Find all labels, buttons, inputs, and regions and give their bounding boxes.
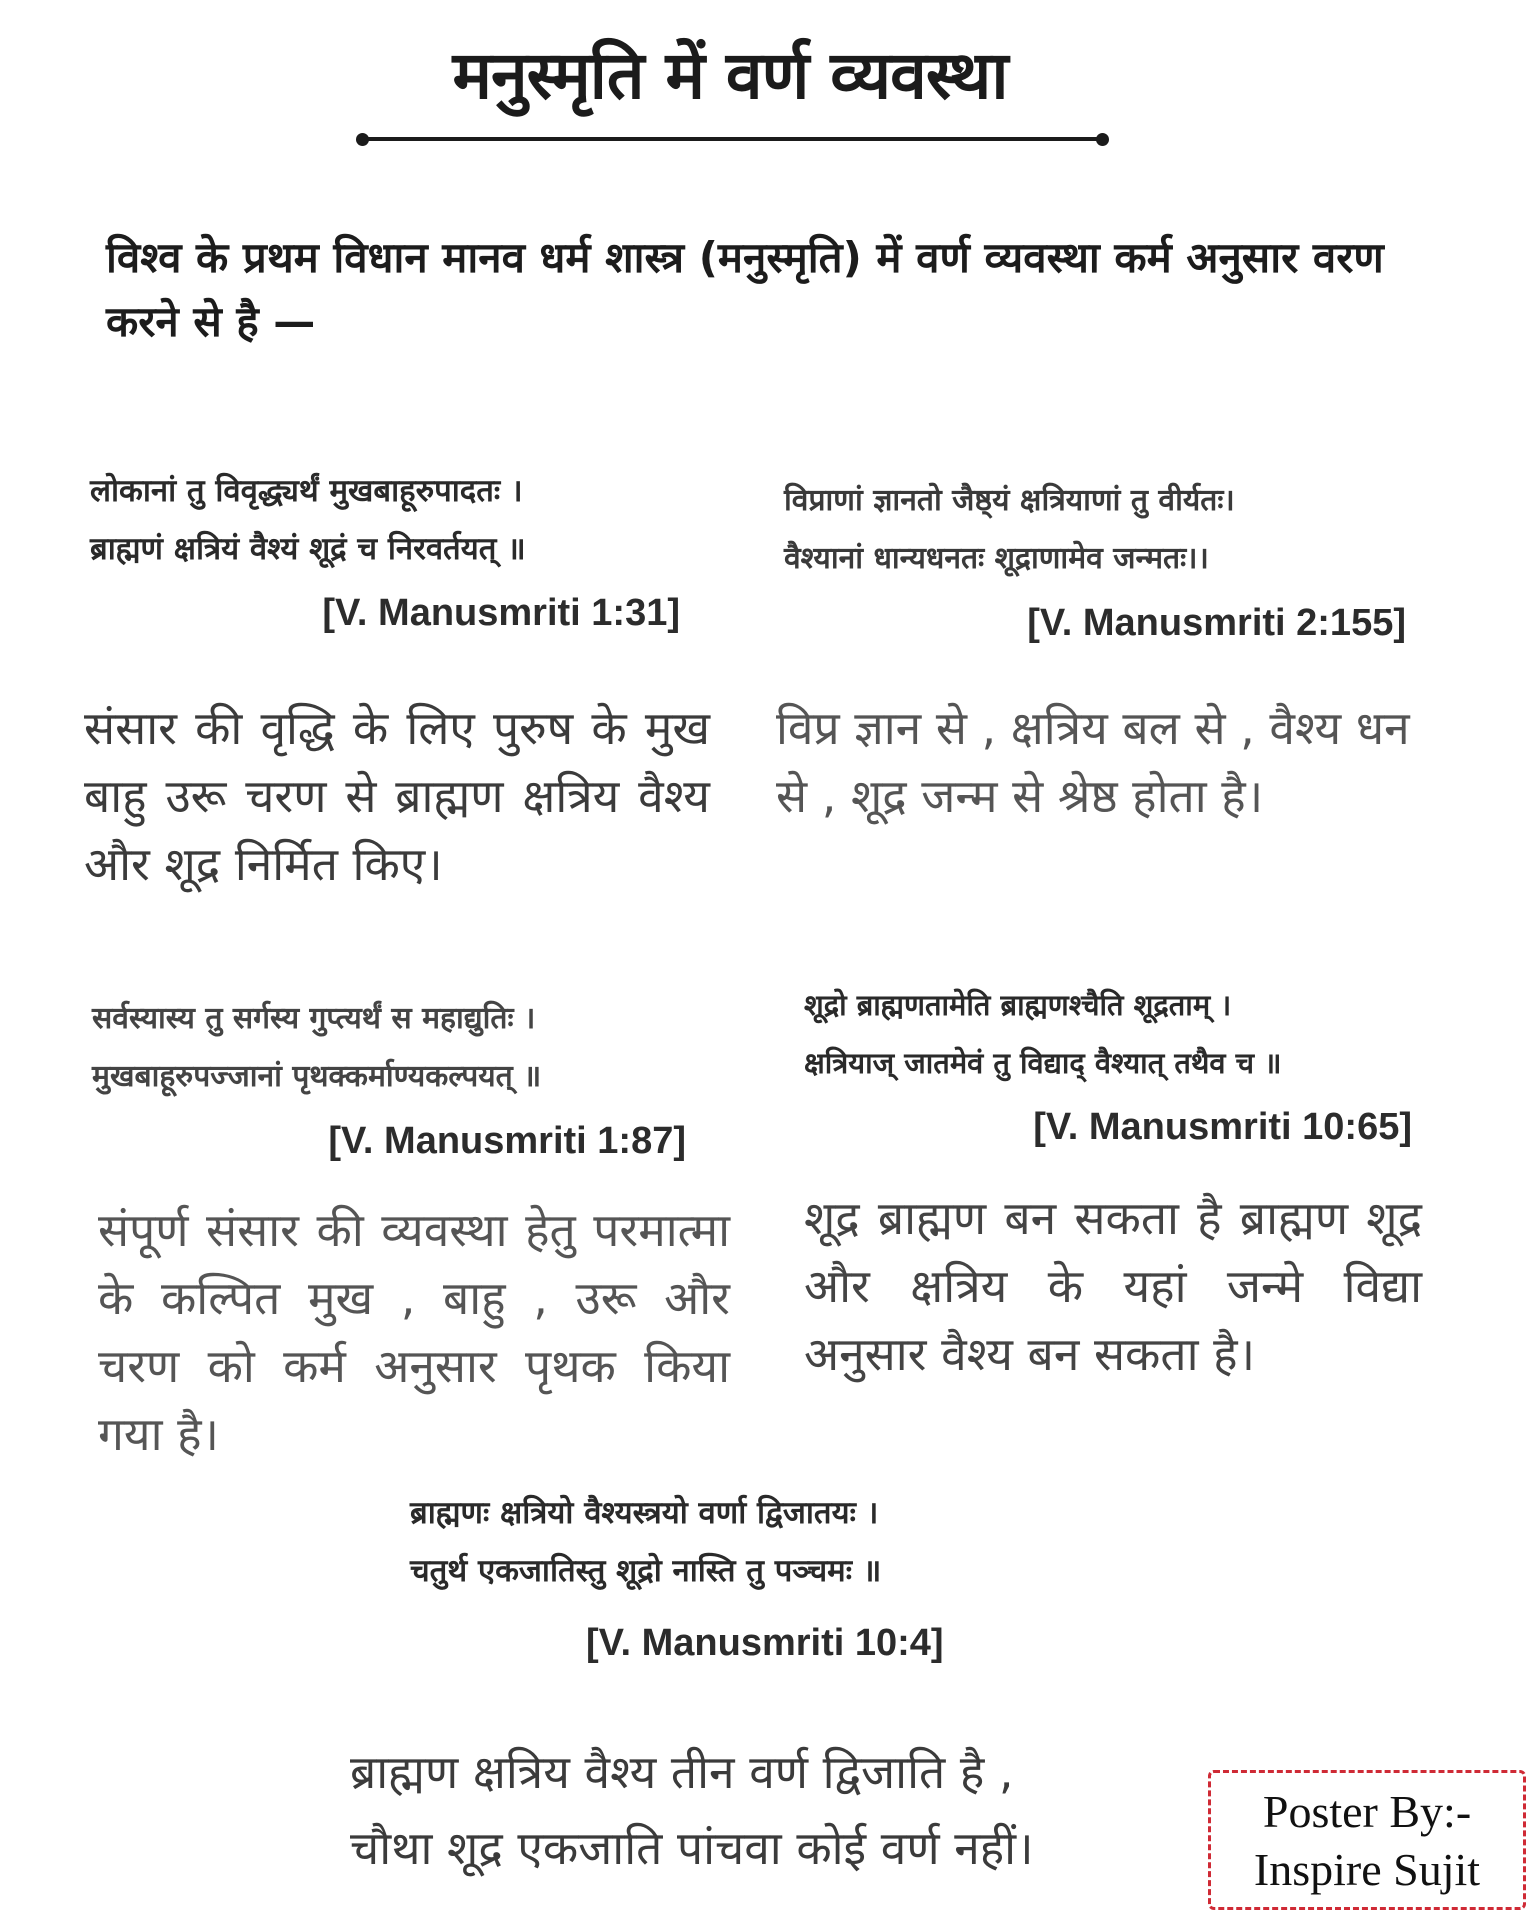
verse-2-155 — [784, 472, 1424, 645]
sloka-line: ब्राह्मणः क्षत्रियो वैश्यस्त्रयो वर्णा द्विजातयः । — [410, 1495, 879, 1531]
verse-reference: [V. Manusmriti 2:155] — [1027, 602, 1406, 644]
sloka-line: मुखबाहूरुपज्जानां पृथक्कर्माण्यकल्पयत् ॥ — [92, 1059, 542, 1094]
verse-reference: [V. Manusmriti 1:31] — [322, 592, 680, 634]
verse-10-4 — [410, 1484, 1170, 1665]
page-title: मनुस्मृति में वर्ण व्यवस्था — [452, 37, 1008, 114]
sloka-line: क्षत्रियाज् जातमेवं तु विद्याद् वैश्यात् तथैव च ॥ — [804, 1046, 1282, 1080]
sloka-line: ब्राह्मणं क्षत्रियं वैश्यं शूद्रं च निरवर्तयत् ॥ — [90, 531, 526, 567]
credit-author: Inspire Sujit — [1253, 1844, 1481, 1895]
credit-line: Poster By:- — [1262, 1786, 1472, 1837]
poster-credit-badge — [1208, 1770, 1526, 1910]
meaning-line: चौथा शूद्र एकजाति पांचवा कोई वर्ण नहीं। — [350, 1821, 1034, 1875]
verse-meaning — [350, 1734, 1190, 1886]
sloka-line: शूद्रो ब्राह्मणतामेति ब्राह्मणश्चैति शूद्रताम् । — [804, 988, 1232, 1022]
sloka-line: विप्राणां ज्ञानतो जैष्ठ्यं क्षत्रियाणां तु वीर्यतः। — [784, 483, 1235, 518]
sloka-line: चतुर्थ एकजातिस्तु शूद्रो नास्ति तु पञ्चमः ॥ — [410, 1553, 882, 1589]
sloka-line: वैश्यानां धान्यधनतः शूद्राणामेव जन्मतः।। — [784, 541, 1209, 576]
intro-text: विश्व के प्रथम विधान मानव धर्म शास्त्र (मनुस्मृति) में वर्ण व्यवस्था कर्म अनुसार वरण करने से है — — [106, 233, 1384, 346]
verse-meaning: संपूर्ण संसार की व्यवस्था हेतु परमात्मा के कल्पित मुख , बाहु , उरू और चरण को कर्म अनुसार पृथक किया गया है। — [98, 1203, 730, 1461]
verse-reference: [V. Manusmriti 1:87] — [328, 1120, 686, 1162]
divider-dot-left — [356, 133, 369, 146]
meaning-line: ब्राह्मण क्षत्रिय वैश्य तीन वर्ण द्विजाति है , — [350, 1745, 1014, 1799]
verse-meaning: विप्र ज्ञान से , क्षत्रिय बल से , वैश्य धन से , शूद्र जन्म से श्रेष्ठ होता है। — [776, 701, 1410, 823]
verse-meaning: संसार की वृद्धि के लिए पुरुष के मुख बाहु उरू चरण से ब्राह्मण क्षत्रिय वैश्य और शूद्र निर्मित किए। — [84, 701, 710, 891]
sloka-line: सर्वस्यास्य तु सर्गस्य गुप्त्यर्थं स महाद्युतिः । — [92, 1001, 536, 1036]
verse-reference: [V. Manusmriti 10:65] — [1033, 1106, 1412, 1148]
verse-1-87 — [92, 990, 722, 1163]
verse-meaning: शूद्र ब्राह्मण बन सकता है ब्राह्मण शूद्र और क्षत्रिय के यहां जन्मे विद्या अनुसार वैश्य बन सकता है। — [804, 1191, 1422, 1381]
verse-10-65 — [804, 976, 1444, 1149]
title-divider — [362, 137, 1102, 141]
divider-dot-right — [1096, 133, 1109, 146]
sloka-line: लोकानां तु विवृद्ध्यर्थं मुखबाहूरुपादतः । — [90, 473, 523, 509]
verse-1-31 — [90, 462, 700, 635]
verse-reference: [V. Manusmriti 10:4] — [586, 1622, 944, 1664]
